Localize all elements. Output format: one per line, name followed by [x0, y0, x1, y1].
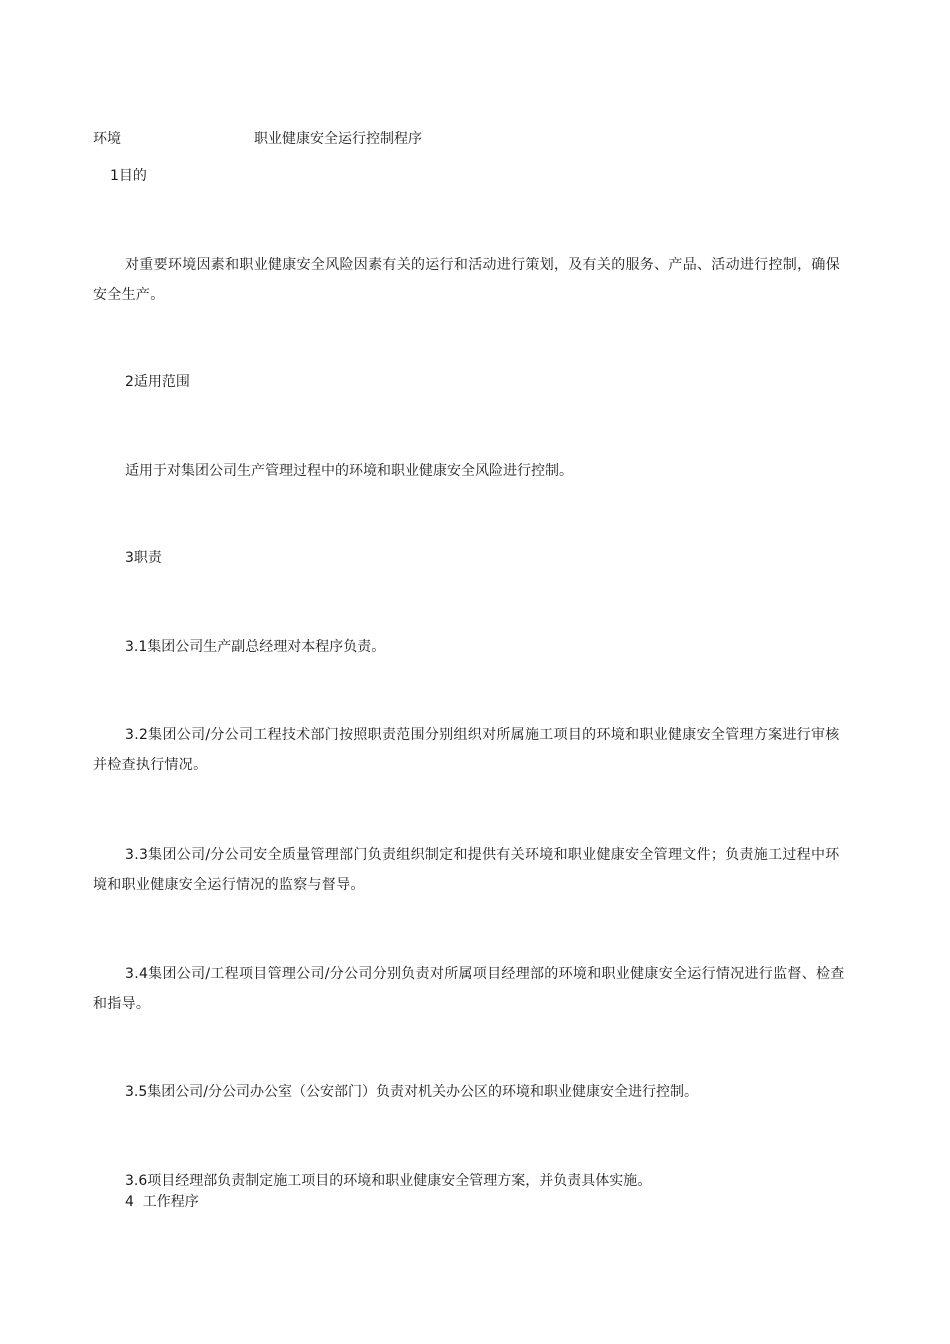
section-3-5: 3.5集团公司/分公司办公室（公安部门）负责对机关办公区的环境和职业健康安全进行控制。 — [125, 1084, 698, 1100]
section-3-6: 3.6项目经理部负责制定施工项目的环境和职业健康安全管理方案，并负责具体实施。 — [125, 1173, 652, 1189]
section-3-3: 3.3集团公司/分公司安全质量管理部门负责组织制定和提供有关环境和职业健康安全管理文件；负责施工过程中环境和职业健康安全运行情况的监察与督导。 — [93, 847, 840, 893]
section-4-heading: 4 工作程序 — [125, 1194, 199, 1210]
header-left-label: 环境 — [93, 131, 121, 147]
document-title: 职业健康安全运行控制程序 — [254, 131, 422, 147]
section-3-2: 3.2集团公司/分公司工程技术部门按照职责范围分别组织对所属施工项目的环境和职业健康安全管理方案进行审核并检查执行情况。 — [93, 727, 840, 773]
section-2-body: 适用于对集团公司生产管理过程中的环境和职业健康安全风险进行控制。 — [125, 463, 573, 479]
section-2-heading: 2适用范围 — [125, 374, 190, 390]
section-3-heading: 3职责 — [125, 550, 162, 566]
section-3-1: 3.1集团公司生产副总经理对本程序负责。 — [125, 639, 386, 655]
section-1-body: 对重要环境因素和职业健康安全风险因素有关的运行和活动进行策划，及有关的服务、产品、活动进行控制，确保安全生产。 — [93, 257, 840, 303]
section-1-heading: 1目的 — [110, 168, 147, 184]
section-3-4: 3.4集团公司/工程项目管理公司/分公司分别负责对所属项目经理部的环境和职业健康安全运行情况进行监督、检查和指导。 — [93, 966, 845, 1012]
